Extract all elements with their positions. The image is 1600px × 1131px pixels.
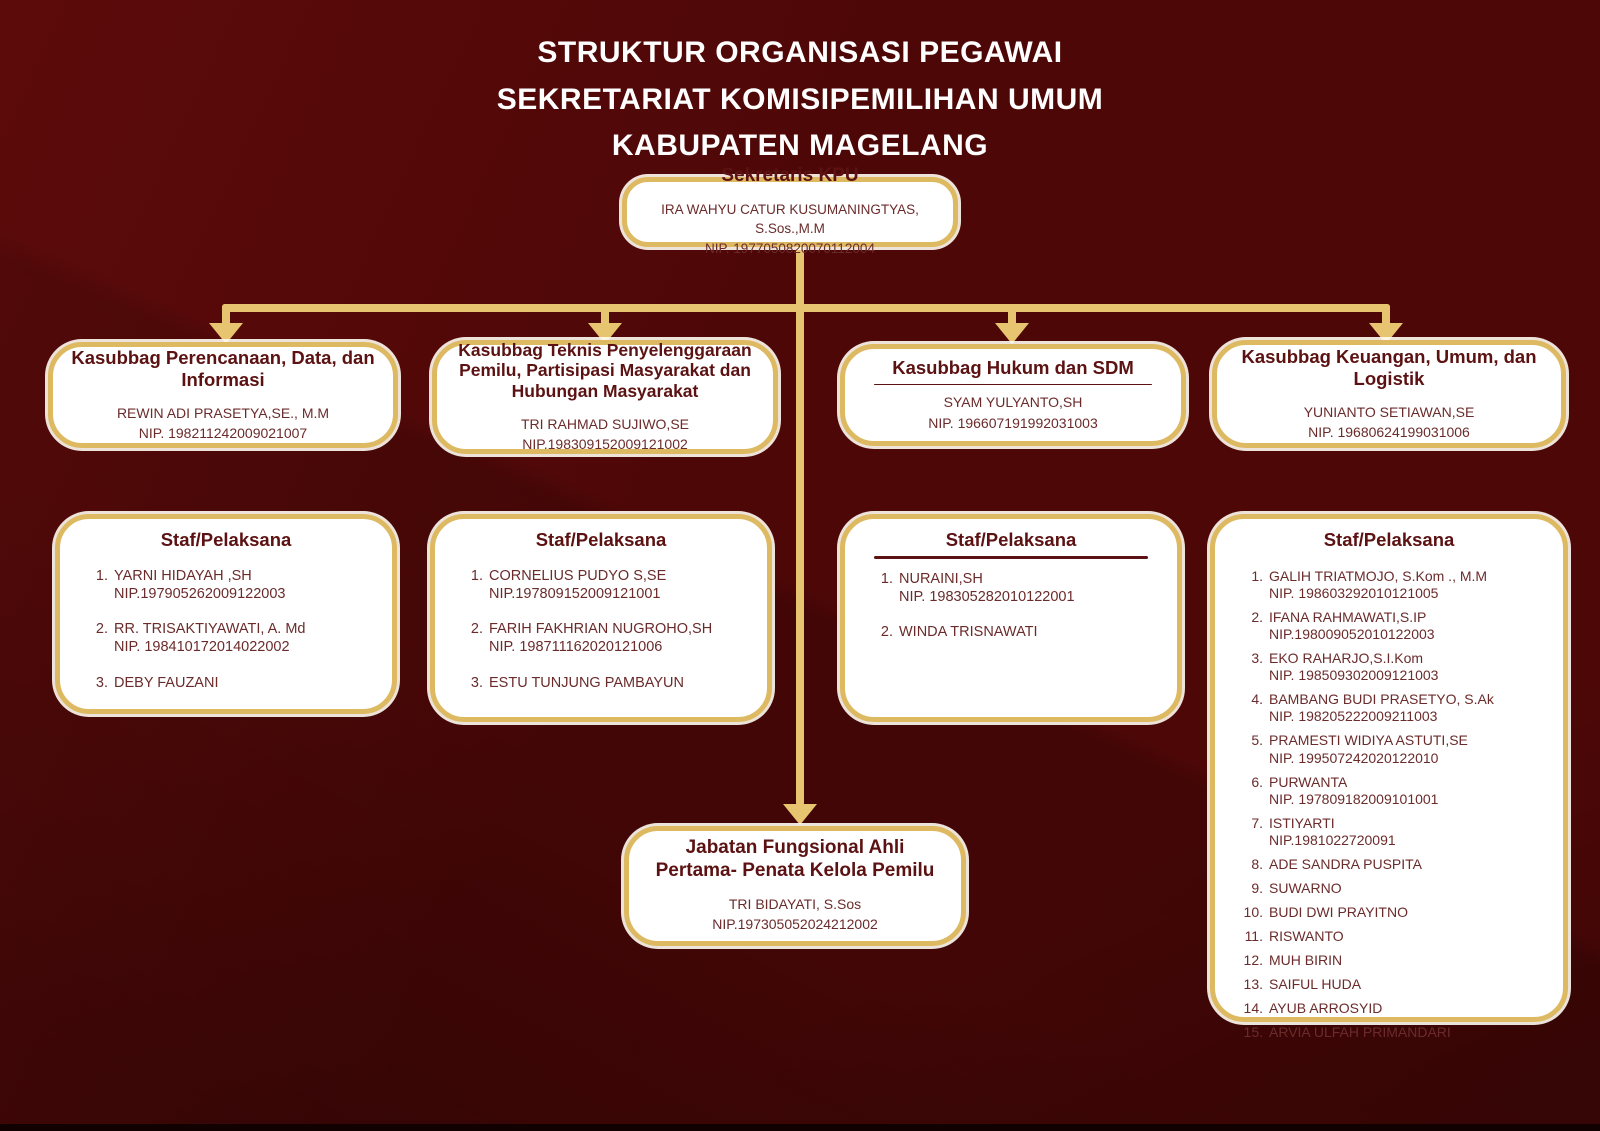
- node-staf-hukum: [840, 514, 1182, 722]
- arrow-down-icon: [995, 323, 1029, 344]
- list-item: [1229, 1024, 1549, 1041]
- member-number: 6.: [1251, 773, 1263, 790]
- member-number: 2.: [470, 621, 483, 638]
- member-nip: NIP. 198509302009121003: [1269, 667, 1439, 684]
- member-nip: NIP.1981022720091: [1269, 831, 1396, 848]
- member-number: 3.: [1251, 650, 1263, 667]
- list-item: [1229, 904, 1549, 921]
- list-item: [1229, 952, 1549, 969]
- person-nip: NIP.198309152009121002: [522, 435, 688, 452]
- member-number: 1.: [1251, 567, 1263, 584]
- member-number: 11.: [1244, 928, 1263, 945]
- member-number: 15.: [1243, 1024, 1263, 1041]
- node-title: Sekretaris KPU: [721, 165, 859, 187]
- node-sekretaris: [622, 165, 958, 256]
- person-name: YUNIANTO SETIAWAN,SE: [1303, 403, 1475, 420]
- node-jabatan-fungsional: [624, 826, 966, 946]
- member-name: RR. TRISAKTIYAWATI, A. Md: [114, 621, 306, 638]
- member-nip: NIP. 199507242020122010: [1269, 749, 1439, 766]
- person-nip: NIP. 1977050820070112004: [705, 240, 875, 256]
- person-nip: NIP. 198211242009021007: [138, 424, 308, 441]
- member-name: CORNELIUS PUDYO S,SE: [489, 567, 667, 584]
- member-name: AYUB ARROSYID: [1269, 1000, 1383, 1017]
- member-name: RISWANTO: [1269, 928, 1344, 945]
- member-number: 7.: [1251, 814, 1263, 831]
- member-name: PURWANTA: [1269, 773, 1348, 790]
- list-item: [74, 675, 378, 693]
- member-number: 3.: [470, 674, 483, 691]
- node-staf-teknis: [430, 514, 772, 722]
- bottom-edge-strip: [0, 1124, 1600, 1131]
- member-number: 5.: [1251, 732, 1263, 749]
- person-name: SYAM YULYANTO,SH: [943, 394, 1083, 411]
- title-underline: [874, 384, 1151, 386]
- node-kasubbag-perencanaan: [48, 342, 398, 448]
- node-title: Jabatan Fungsional Ahli Pertama- Penata Kelola Pemilu: [655, 837, 935, 881]
- person-nip: NIP. 196607191992031003: [928, 414, 1098, 431]
- member-name: ARVIA ULFAH PRIMANDARI: [1269, 1024, 1451, 1041]
- node-title: Kasubbag Keuangan, Umum, dan Logistik: [1241, 345, 1537, 389]
- member-number: 4.: [1251, 691, 1263, 708]
- member-nip: NIP. 198711162020121006: [489, 638, 663, 655]
- member-number: 10.: [1243, 904, 1263, 921]
- member-nip: NIP. 198305282010122001: [899, 588, 1075, 605]
- arrow-down-icon: [783, 804, 817, 825]
- person-name: TRI BIDAYATI, S.Sos: [728, 896, 862, 913]
- node-staf-keuangan: [1210, 514, 1568, 1041]
- member-name: DEBY FAUZANI: [114, 674, 219, 691]
- member-name: SAIFUL HUDA: [1269, 976, 1362, 993]
- member-name: ESTU TUNJUNG PAMBAYUN: [489, 674, 684, 691]
- list-item: [1229, 650, 1549, 684]
- member-number: 3.: [95, 674, 108, 691]
- member-number: 8.: [1251, 855, 1263, 872]
- list-item: [449, 675, 753, 693]
- list-item: [1229, 732, 1549, 766]
- person-nip: NIP.197305052024212002: [712, 916, 878, 933]
- member-nip: NIP.197905262009122003: [114, 585, 286, 602]
- list-item: [1229, 976, 1549, 993]
- member-name: YARNI HIDAYAH ,SH: [114, 567, 252, 584]
- member-number: 1.: [95, 567, 108, 584]
- member-number: 9.: [1251, 880, 1263, 896]
- list-item: [1229, 928, 1549, 945]
- list-item: [1229, 691, 1549, 725]
- member-name: MUH BIRIN: [1269, 952, 1343, 969]
- list-item: [859, 624, 1163, 642]
- member-number: 1.: [880, 570, 893, 587]
- member-nip: NIP. 197809182009101001: [1269, 790, 1439, 807]
- member-number: 2.: [95, 621, 108, 638]
- member-number: 2.: [1251, 608, 1263, 625]
- person-name: REWIN ADI PRASETYA,SE., M.M: [116, 404, 330, 421]
- list-item: [1229, 774, 1549, 808]
- page-title-line-2: SEKRETARIAT KOMISIPEMILIHAN UMUM: [496, 82, 1104, 116]
- node-title: Kasubbag Teknis Penyelenggaraan Pemilu, Partisipasi Masyarakat dan Hubungan Masyarakat: [458, 339, 752, 402]
- member-name: IFANA RAHMAWATI,S.IP: [1269, 608, 1427, 625]
- node-kasubbag-keuangan: [1212, 340, 1566, 448]
- member-nip: NIP.198009052010122003: [1269, 626, 1435, 643]
- node-title: Staf/Pelaksana: [945, 529, 1077, 550]
- member-name: ISTIYARTI: [1269, 814, 1335, 831]
- person-nip: NIP. 19680624199031006: [1308, 423, 1470, 440]
- member-name: SUWARNO: [1269, 880, 1342, 896]
- connector-horizontal-rail: [222, 304, 1390, 312]
- list-item: [449, 568, 753, 603]
- member-number: 13.: [1243, 976, 1263, 993]
- member-name: GALIH TRIATMOJO, S.Kom ., M.M: [1269, 567, 1488, 584]
- member-nip: NIP.197809152009121001: [489, 585, 661, 602]
- member-number: 12.: [1243, 952, 1263, 969]
- list-item: [1229, 815, 1549, 849]
- page-title: [0, 30, 1600, 170]
- node-title: Staf/Pelaksana: [160, 529, 292, 550]
- list-item: [1229, 1000, 1549, 1017]
- member-name: BUDI DWI PRAYITNO: [1269, 904, 1408, 921]
- connector-center-stem: [796, 304, 804, 806]
- member-name: NURAINI,SH: [899, 570, 983, 587]
- node-title: Staf/Pelaksana: [1323, 529, 1455, 550]
- page-title-line-3: KABUPATEN MAGELANG: [611, 129, 989, 162]
- list-item: [449, 621, 753, 656]
- title-underline: [874, 556, 1148, 559]
- node-kasubbag-teknis: [432, 340, 778, 454]
- member-nip: NIP. 198603292010121005: [1269, 584, 1439, 601]
- person-name: TRI RAHMAD SUJIWO,SE: [520, 415, 689, 432]
- list-item: [74, 568, 378, 603]
- list-item: [74, 621, 378, 656]
- arrow-down-icon: [209, 323, 243, 344]
- node-title: Staf/Pelaksana: [535, 529, 667, 550]
- list-item: [859, 571, 1163, 606]
- member-nip: NIP. 198205222009211003: [1269, 708, 1438, 725]
- list-item: [1229, 856, 1549, 873]
- member-name: PRAMESTI WIDIYA ASTUTI,SE: [1269, 732, 1468, 749]
- page-title-line-1: STRUKTUR ORGANISASI PEGAWAI: [537, 36, 1063, 69]
- member-nip: NIP. 198410172014022002: [114, 638, 290, 655]
- list-item: [1229, 568, 1549, 602]
- member-name: WINDA TRISNAWATI: [899, 624, 1038, 641]
- member-name: BAMBANG BUDI PRASETYO, S.Ak: [1269, 691, 1494, 708]
- member-number: 1.: [470, 567, 483, 584]
- node-staf-perencanaan: [55, 514, 397, 714]
- node-title: Kasubbag Perencanaan, Data, dan Informasi: [71, 346, 375, 390]
- node-title: Kasubbag Hukum dan SDM: [892, 357, 1134, 378]
- list-item: [1229, 609, 1549, 643]
- member-name: ADE SANDRA PUSPITA: [1269, 855, 1423, 872]
- list-item: [1229, 880, 1549, 897]
- member-name: EKO RAHARJO,S.I.Kom: [1269, 650, 1424, 667]
- member-name: FARIH FAKHRIAN NUGROHO,SH: [489, 621, 713, 638]
- member-number: 14.: [1243, 1000, 1263, 1017]
- node-kasubbag-hukum: [840, 344, 1186, 446]
- person-name: IRA WAHYU CATUR KUSUMANINGTYAS, S.Sos.,M.M: [661, 201, 919, 237]
- member-number: 2.: [880, 624, 893, 641]
